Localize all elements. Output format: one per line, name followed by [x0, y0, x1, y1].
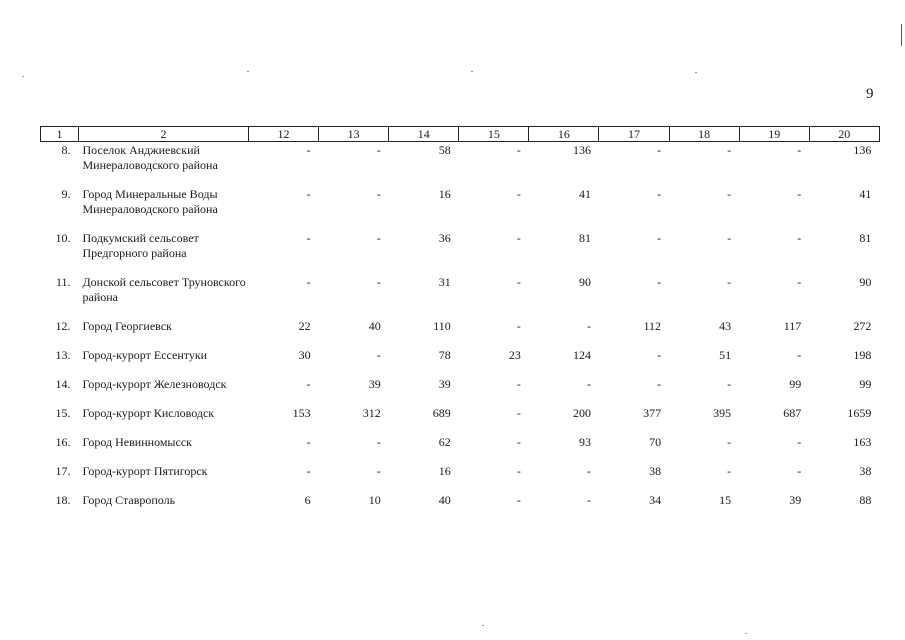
cell-value: 198: [853, 348, 872, 362]
row-name: Город-курорт Пятигорск: [82, 464, 208, 478]
table-row: [41, 275, 880, 319]
cell-value: 163: [853, 435, 872, 449]
cell-value: -: [797, 187, 802, 201]
column-header: 16: [529, 127, 599, 142]
cell-value: 88: [859, 493, 872, 507]
cell-value: 40: [438, 493, 451, 507]
cell-value: -: [306, 464, 311, 478]
table-row: [41, 377, 880, 406]
cell-value: 41: [578, 187, 591, 201]
cell-value: -: [657, 143, 662, 157]
cell-value: 23: [508, 348, 521, 362]
column-header: 15: [459, 127, 529, 142]
table-row: [41, 319, 880, 348]
cell-value: 39: [368, 377, 381, 391]
cell-value: -: [516, 143, 521, 157]
scan-speck: [471, 71, 473, 72]
cell-value: -: [516, 231, 521, 245]
cell-value: 136: [853, 143, 872, 157]
cell-value: 58: [438, 143, 451, 157]
column-header: 18: [669, 127, 739, 142]
row-name: Город-курорт Кисловодск: [82, 406, 215, 420]
cell-value: 51: [719, 348, 732, 362]
cell-value: -: [727, 187, 732, 201]
cell-value: -: [797, 348, 802, 362]
cell-value: 99: [789, 377, 802, 391]
cell-value: 153: [292, 406, 311, 420]
cell-value: -: [657, 377, 662, 391]
column-header: 20: [809, 127, 879, 142]
cell-value: 6: [304, 493, 311, 507]
column-header: 17: [599, 127, 669, 142]
scan-speck: [695, 72, 697, 73]
cell-value: -: [586, 319, 591, 333]
cell-value: -: [727, 464, 732, 478]
cell-value: 39: [438, 377, 451, 391]
column-header: 13: [319, 127, 389, 142]
cell-value: 16: [438, 187, 451, 201]
cell-value: 90: [859, 275, 872, 289]
cell-value: -: [516, 377, 521, 391]
cell-value: 40: [368, 319, 381, 333]
table-row: [41, 348, 880, 377]
cell-value: -: [376, 187, 381, 201]
cell-value: 36: [438, 231, 451, 245]
cell-value: 30: [298, 348, 311, 362]
table-row: [41, 464, 880, 493]
cell-value: -: [516, 319, 521, 333]
row-index: 17.: [55, 464, 71, 478]
cell-value: -: [586, 377, 591, 391]
row-name: Город Невинномысск: [82, 435, 192, 449]
cell-value: 1659: [847, 406, 872, 420]
header-row: [41, 127, 880, 142]
cell-value: -: [376, 275, 381, 289]
row-index: 15.: [55, 406, 71, 420]
row-index: 16.: [55, 435, 71, 449]
row-name: Донской сельсовет Труновского района: [82, 275, 246, 304]
cell-value: -: [797, 231, 802, 245]
cell-value: 22: [298, 319, 311, 333]
cell-value: 38: [649, 464, 662, 478]
row-index: 10.: [55, 231, 71, 245]
cell-value: 10: [368, 493, 381, 507]
cell-value: -: [306, 377, 311, 391]
cell-value: -: [586, 493, 591, 507]
cell-value: 81: [859, 231, 872, 245]
row-name: Город-курорт Ессентуки: [82, 348, 208, 362]
cell-value: -: [376, 143, 381, 157]
cell-value: 136: [572, 143, 591, 157]
row-name: Город Георгиевск: [82, 319, 172, 333]
cell-value: 312: [362, 406, 381, 420]
cell-value: 62: [438, 435, 451, 449]
table-row: [41, 142, 880, 188]
cell-value: 41: [859, 187, 872, 201]
cell-value: -: [797, 464, 802, 478]
cell-value: 689: [432, 406, 451, 420]
row-index: 13.: [55, 348, 71, 362]
row-name: Город-курорт Железноводск: [82, 377, 227, 391]
cell-value: 78: [438, 348, 451, 362]
cell-value: -: [306, 275, 311, 289]
page-number: 9: [866, 86, 874, 102]
cell-value: 687: [783, 406, 802, 420]
row-name: Город Ставрополь: [82, 493, 176, 507]
cell-value: 93: [578, 435, 591, 449]
row-index: 11.: [55, 275, 71, 289]
column-header: 19: [739, 127, 809, 142]
cell-value: 117: [783, 319, 802, 333]
cell-value: -: [727, 143, 732, 157]
cell-value: -: [376, 435, 381, 449]
cell-value: -: [727, 435, 732, 449]
cell-value: 112: [643, 319, 662, 333]
cell-value: 377: [643, 406, 662, 420]
cell-value: 38: [859, 464, 872, 478]
scan-speck: [247, 71, 249, 72]
row-name: Подкумский сельсовет Предгорного района: [82, 231, 199, 260]
cell-value: 15: [719, 493, 732, 507]
cell-value: 16: [438, 464, 451, 478]
row-name: Город Минеральные Воды Минераловодского района: [82, 187, 218, 216]
cell-value: 110: [433, 319, 451, 333]
scan-speck: [482, 625, 484, 626]
cell-value: -: [657, 231, 662, 245]
cell-value: -: [797, 275, 802, 289]
cell-value: -: [516, 275, 521, 289]
cell-value: -: [306, 435, 311, 449]
cell-value: -: [516, 406, 521, 420]
cell-value: 99: [859, 377, 872, 391]
cell-value: 124: [572, 348, 591, 362]
cell-value: -: [797, 435, 802, 449]
row-index: 18.: [55, 493, 71, 507]
cell-value: -: [657, 348, 662, 362]
column-header: 14: [389, 127, 459, 142]
row-index: 8.: [61, 143, 71, 157]
row-index: 9.: [61, 187, 71, 201]
cell-value: -: [586, 464, 591, 478]
cell-value: 395: [713, 406, 732, 420]
cell-value: 34: [649, 493, 662, 507]
row-name: Поселок Анджиевский Минераловодского района: [82, 143, 218, 172]
column-header: 1: [41, 127, 79, 142]
column-header: 12: [249, 127, 319, 142]
table-row: [41, 493, 880, 522]
column-header: 2: [79, 127, 249, 142]
cell-value: -: [306, 187, 311, 201]
cell-value: -: [516, 464, 521, 478]
cell-value: -: [376, 231, 381, 245]
scan-edge-mark: [901, 24, 902, 46]
cell-value: 81: [578, 231, 591, 245]
data-table: [40, 126, 880, 522]
cell-value: -: [516, 187, 521, 201]
cell-value: 200: [572, 406, 591, 420]
cell-value: -: [657, 187, 662, 201]
cell-value: 31: [438, 275, 451, 289]
cell-value: -: [306, 143, 311, 157]
cell-value: -: [376, 464, 381, 478]
cell-value: 90: [578, 275, 591, 289]
table-row: [41, 406, 880, 435]
cell-value: -: [516, 435, 521, 449]
table-row: [41, 231, 880, 275]
cell-value: -: [727, 377, 732, 391]
scan-speck: [22, 76, 24, 77]
row-index: 12.: [55, 319, 71, 333]
table-row: [41, 435, 880, 464]
cell-value: -: [727, 275, 732, 289]
cell-value: -: [797, 143, 802, 157]
cell-value: 272: [853, 319, 872, 333]
cell-value: 70: [649, 435, 662, 449]
table-row: [41, 187, 880, 231]
cell-value: -: [727, 231, 732, 245]
scan-speck: [745, 633, 747, 634]
cell-value: -: [657, 275, 662, 289]
cell-value: 43: [719, 319, 732, 333]
cell-value: -: [376, 348, 381, 362]
cell-value: -: [306, 231, 311, 245]
cell-value: -: [516, 493, 521, 507]
cell-value: 39: [789, 493, 802, 507]
row-index: 14.: [55, 377, 71, 391]
